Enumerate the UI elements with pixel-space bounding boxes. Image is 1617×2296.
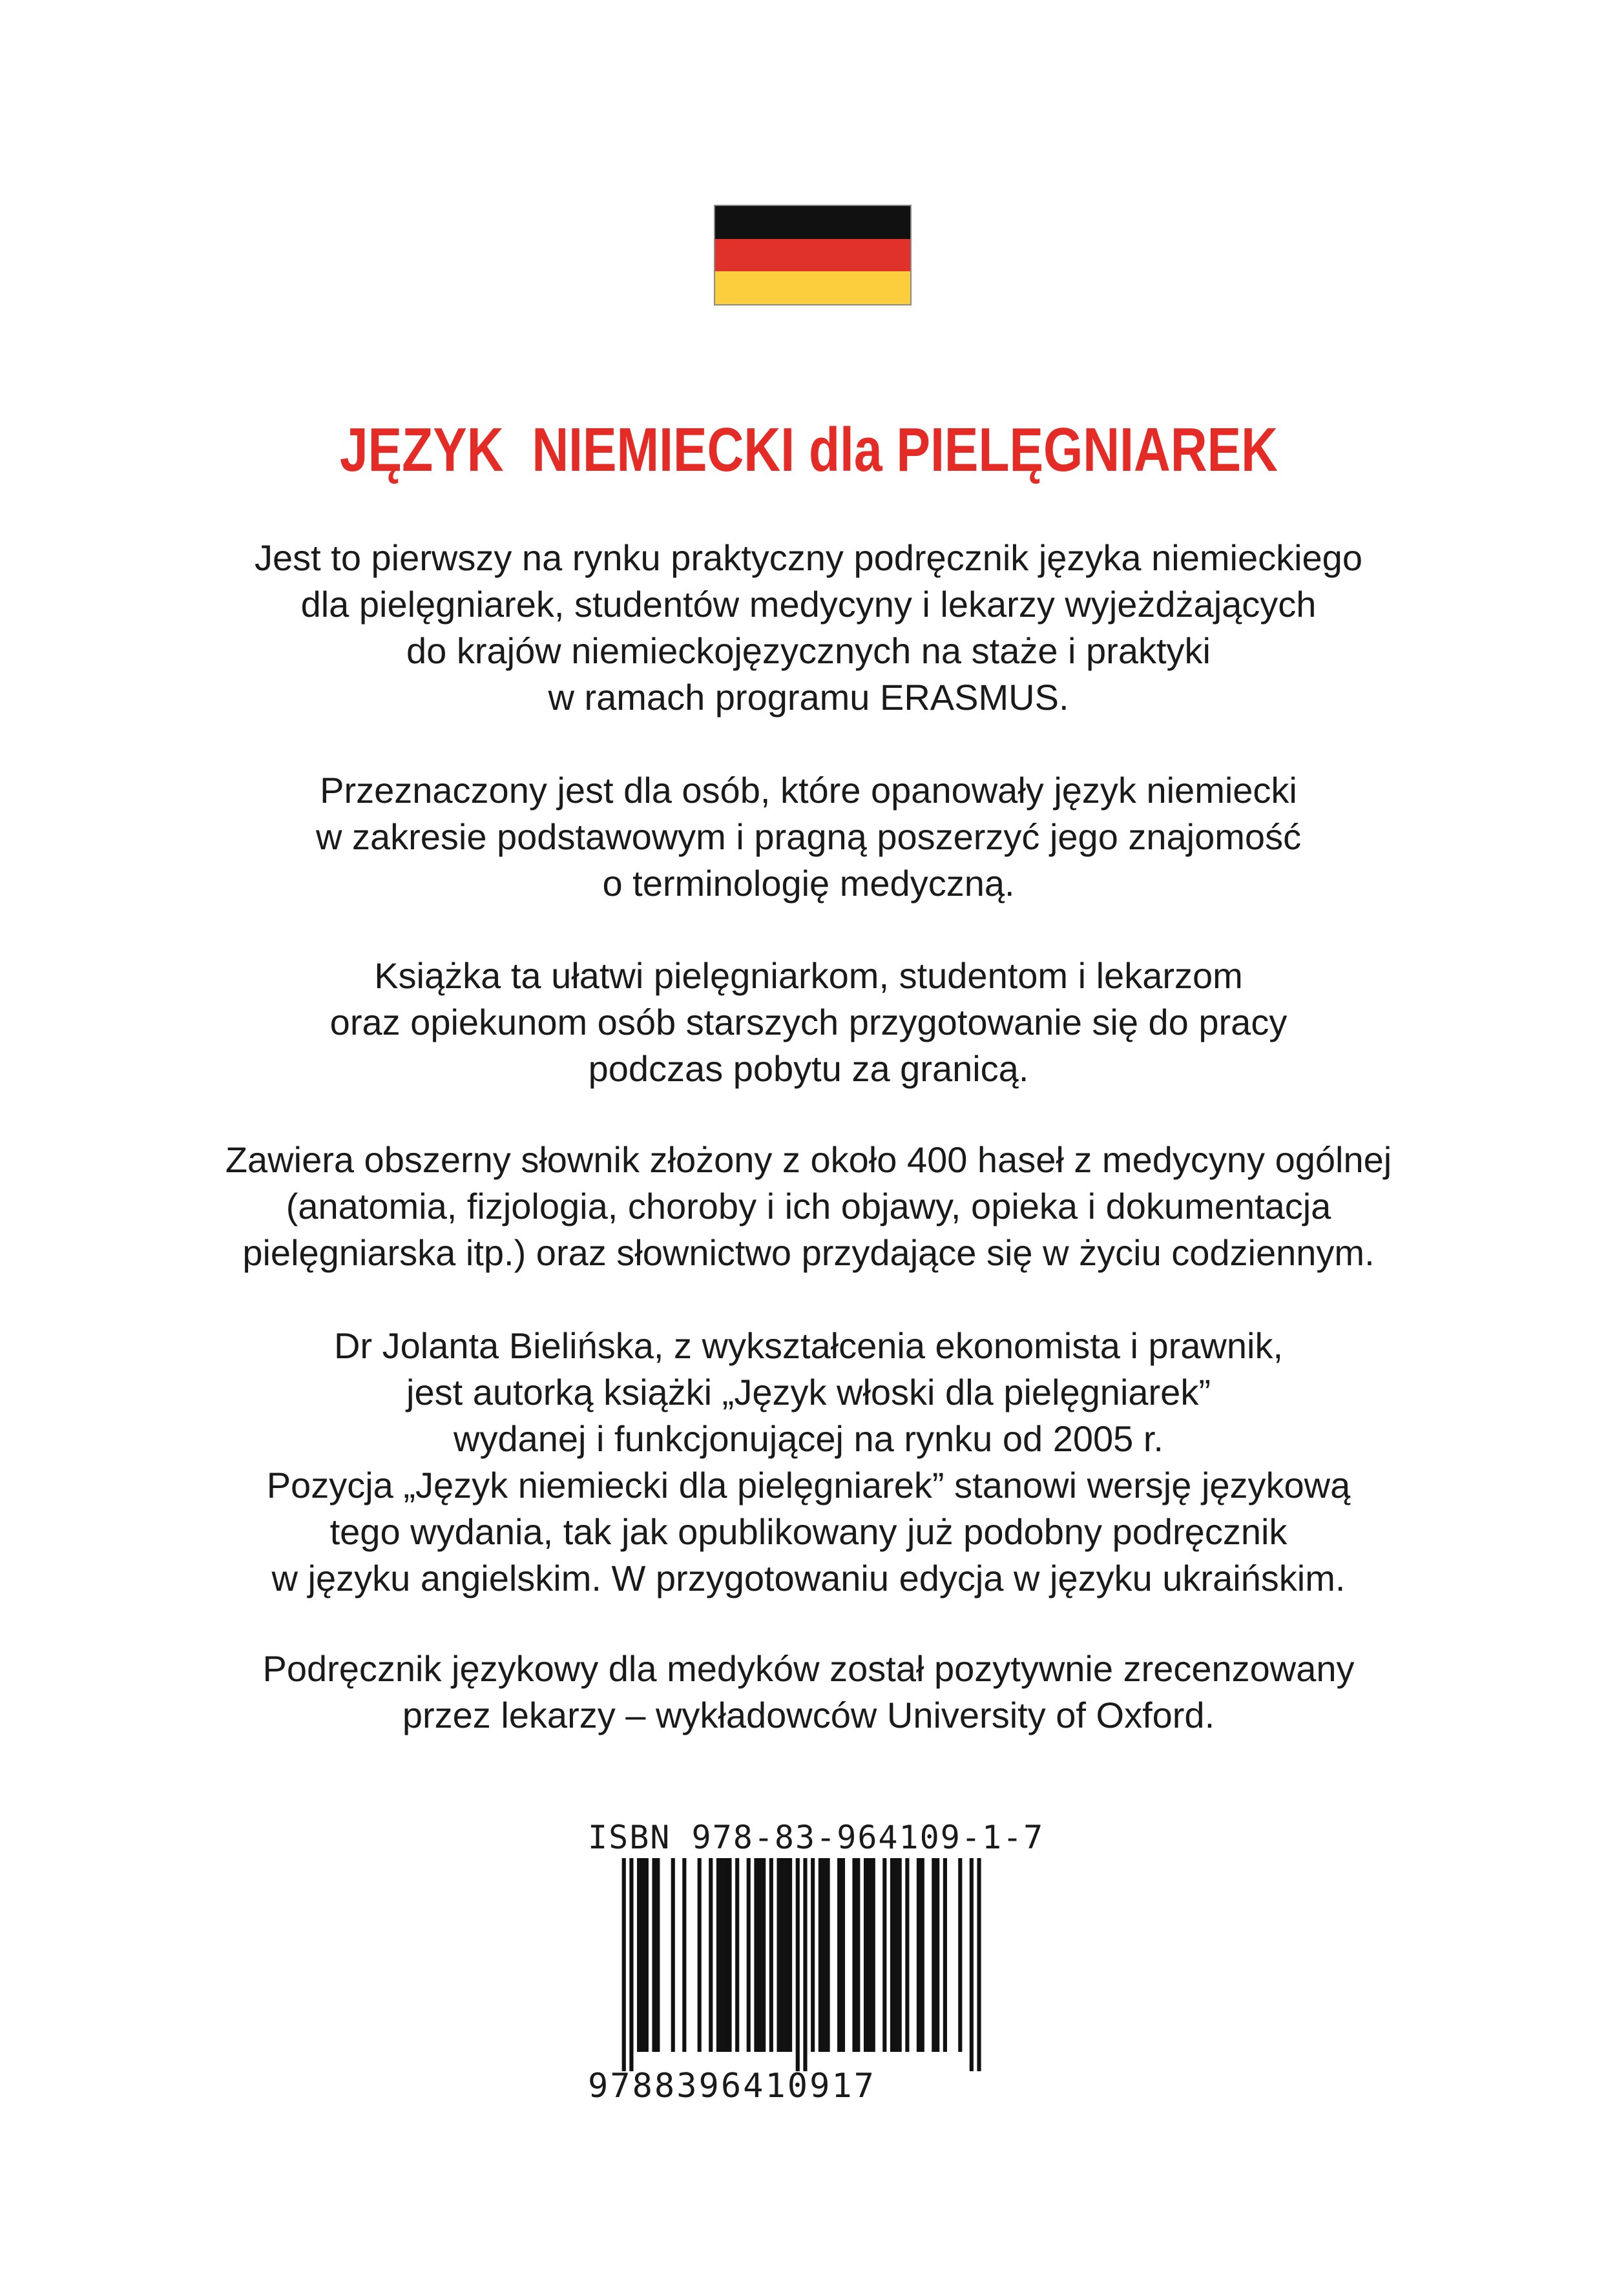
text-line: (anatomia, fizjologia, choroby i ich objawy, opieka i dokumentacja: [286, 1186, 1331, 1226]
barcode-bar: [882, 1858, 886, 2052]
barcode-bar: [803, 1858, 807, 2071]
barcode-bar: [917, 1858, 921, 2052]
text-line: Jest to pierwszy na rynku praktyczny podręcznik języka niemieckiego: [255, 537, 1362, 578]
barcode-bar: [932, 1858, 935, 2052]
barcode-bar: [977, 1858, 981, 2071]
barcode-bar: [784, 1858, 788, 2052]
barcode-bar: [868, 1858, 871, 2052]
isbn-barcode: [588, 1818, 1045, 2105]
barcode-bar: [652, 1858, 656, 2052]
barcode-bar: [747, 1858, 751, 2052]
text-line: jest autorką książki „Język włoski dla pielęgniarek”: [406, 1372, 1211, 1412]
barcode-bar: [958, 1858, 962, 2052]
text-line: Pozycja „Język niemiecki dla pielęgniarek” stanowi wersję językową: [266, 1465, 1351, 1505]
barcode-bar: [777, 1858, 780, 2052]
barcode-bar: [762, 1858, 766, 2052]
paragraph-purpose: [0, 953, 1617, 1092]
text-line: podczas pobytu za granicą.: [588, 1048, 1029, 1089]
barcode-bar: [709, 1858, 713, 2052]
barcode-bar: [905, 1858, 909, 2052]
barcode-bar: [780, 1858, 784, 2052]
barcode-bar: [837, 1858, 841, 2052]
flag-stripe-gold: [715, 271, 910, 304]
barcode-bar: [622, 1858, 626, 2071]
barcode-bar: [637, 1858, 641, 2052]
text-line: Podręcznik językowy dla medyków został pozytywnie zrecenzowany: [262, 1648, 1355, 1689]
barcode-bar: [645, 1858, 649, 2052]
paragraph-intro: [0, 535, 1617, 721]
text-line: Przeznaczony jest dla osób, które opanowały język niemiecki: [320, 770, 1297, 811]
paragraph-contents: [0, 1137, 1617, 1276]
barcode-number: 9788396410917: [588, 2067, 876, 2105]
barcode-bar: [811, 1858, 815, 2052]
barcode-bar: [841, 1858, 845, 2052]
text-line: w ramach programu ERASMUS.: [548, 677, 1069, 718]
barcode-bar: [629, 1858, 633, 2071]
barcode-bar: [671, 1858, 675, 2052]
flag-stripe-black: [715, 206, 910, 239]
barcode-bar: [826, 1858, 829, 2052]
barcode-bar: [819, 1858, 822, 2052]
barcode-bar: [822, 1858, 826, 2052]
text-line: do krajów niemieckojęzycznych na staże i praktyki: [406, 630, 1211, 671]
paragraph-author: [0, 1323, 1617, 1602]
text-line: oraz opiekunom osób starszych przygotowanie się do pracy: [329, 1002, 1288, 1042]
barcode-bar: [727, 1858, 731, 2052]
barcode-bars: [588, 1858, 988, 2071]
barcode-bar: [921, 1858, 924, 2052]
barcode-bar: [724, 1858, 728, 2052]
text-line: Zawiera obszerny słownik złożony z około 400 haseł z medycyny ogólnej: [225, 1139, 1392, 1180]
barcode-bar: [943, 1858, 947, 2052]
text-line: w zakresie podstawowym i pragną poszerzyć jego znajomość: [315, 816, 1302, 857]
barcode-bar: [720, 1858, 724, 2052]
barcode-bar: [796, 1858, 800, 2071]
text-line: przez lekarzy – wykładowców University of Oxford.: [402, 1695, 1215, 1735]
text-line: w języku angielskim. W przygotowaniu edycja w języku ukraińskim.: [271, 1558, 1346, 1598]
barcode-bar: [898, 1858, 902, 2052]
text-line: Dr Jolanta Bielińska, z wykształcenia ekonomista i prawnik,: [333, 1325, 1284, 1366]
barcode-bar: [698, 1858, 702, 2052]
barcode-bar: [682, 1858, 686, 2052]
text-line: dla pielęgniarek, studentów medycyny i lekarzy wyjeżdżających: [300, 584, 1317, 625]
german-flag: [714, 205, 912, 305]
barcode-bar: [871, 1858, 875, 2052]
barcode-bar: [935, 1858, 939, 2052]
barcode-bar: [894, 1858, 898, 2052]
barcode-bar: [754, 1858, 758, 2052]
paragraph-review: [0, 1646, 1617, 1739]
barcode-bar: [641, 1858, 645, 2052]
barcode-bar: [656, 1858, 660, 2052]
barcode-bar: [758, 1858, 762, 2052]
isbn-label: ISBN 978-83-964109-1-7: [588, 1819, 1045, 1856]
text-line: pielęgniarska itp.) oraz słownictwo przydające się w życiu codziennym.: [242, 1232, 1375, 1273]
text-line: Książka ta ułatwi pielęgniarkom, studentom i lekarzom: [374, 955, 1243, 996]
barcode-bar: [735, 1858, 739, 2052]
text-line: wydanej i funkcjonującej na rynku od 2005 r.: [454, 1418, 1163, 1459]
barcode-bar: [788, 1858, 792, 2052]
flag-stripe-red: [715, 239, 910, 272]
barcode-bar: [716, 1858, 720, 2052]
barcode-bar: [769, 1858, 773, 2052]
barcode-bar: [856, 1858, 860, 2052]
barcode-bar: [852, 1858, 856, 2052]
paragraph-audience: [0, 767, 1617, 907]
barcode-bar: [864, 1858, 868, 2052]
barcode-bar: [970, 1858, 974, 2071]
text-line: tego wydania, tak jak opublikowany już podobny podręcznik: [329, 1511, 1288, 1552]
barcode-bar: [890, 1858, 894, 2052]
text-line: o terminologię medyczną.: [602, 863, 1015, 904]
book-title: JĘZYK NIEMIECKI dla PIELĘGNIAREK: [339, 415, 1278, 484]
